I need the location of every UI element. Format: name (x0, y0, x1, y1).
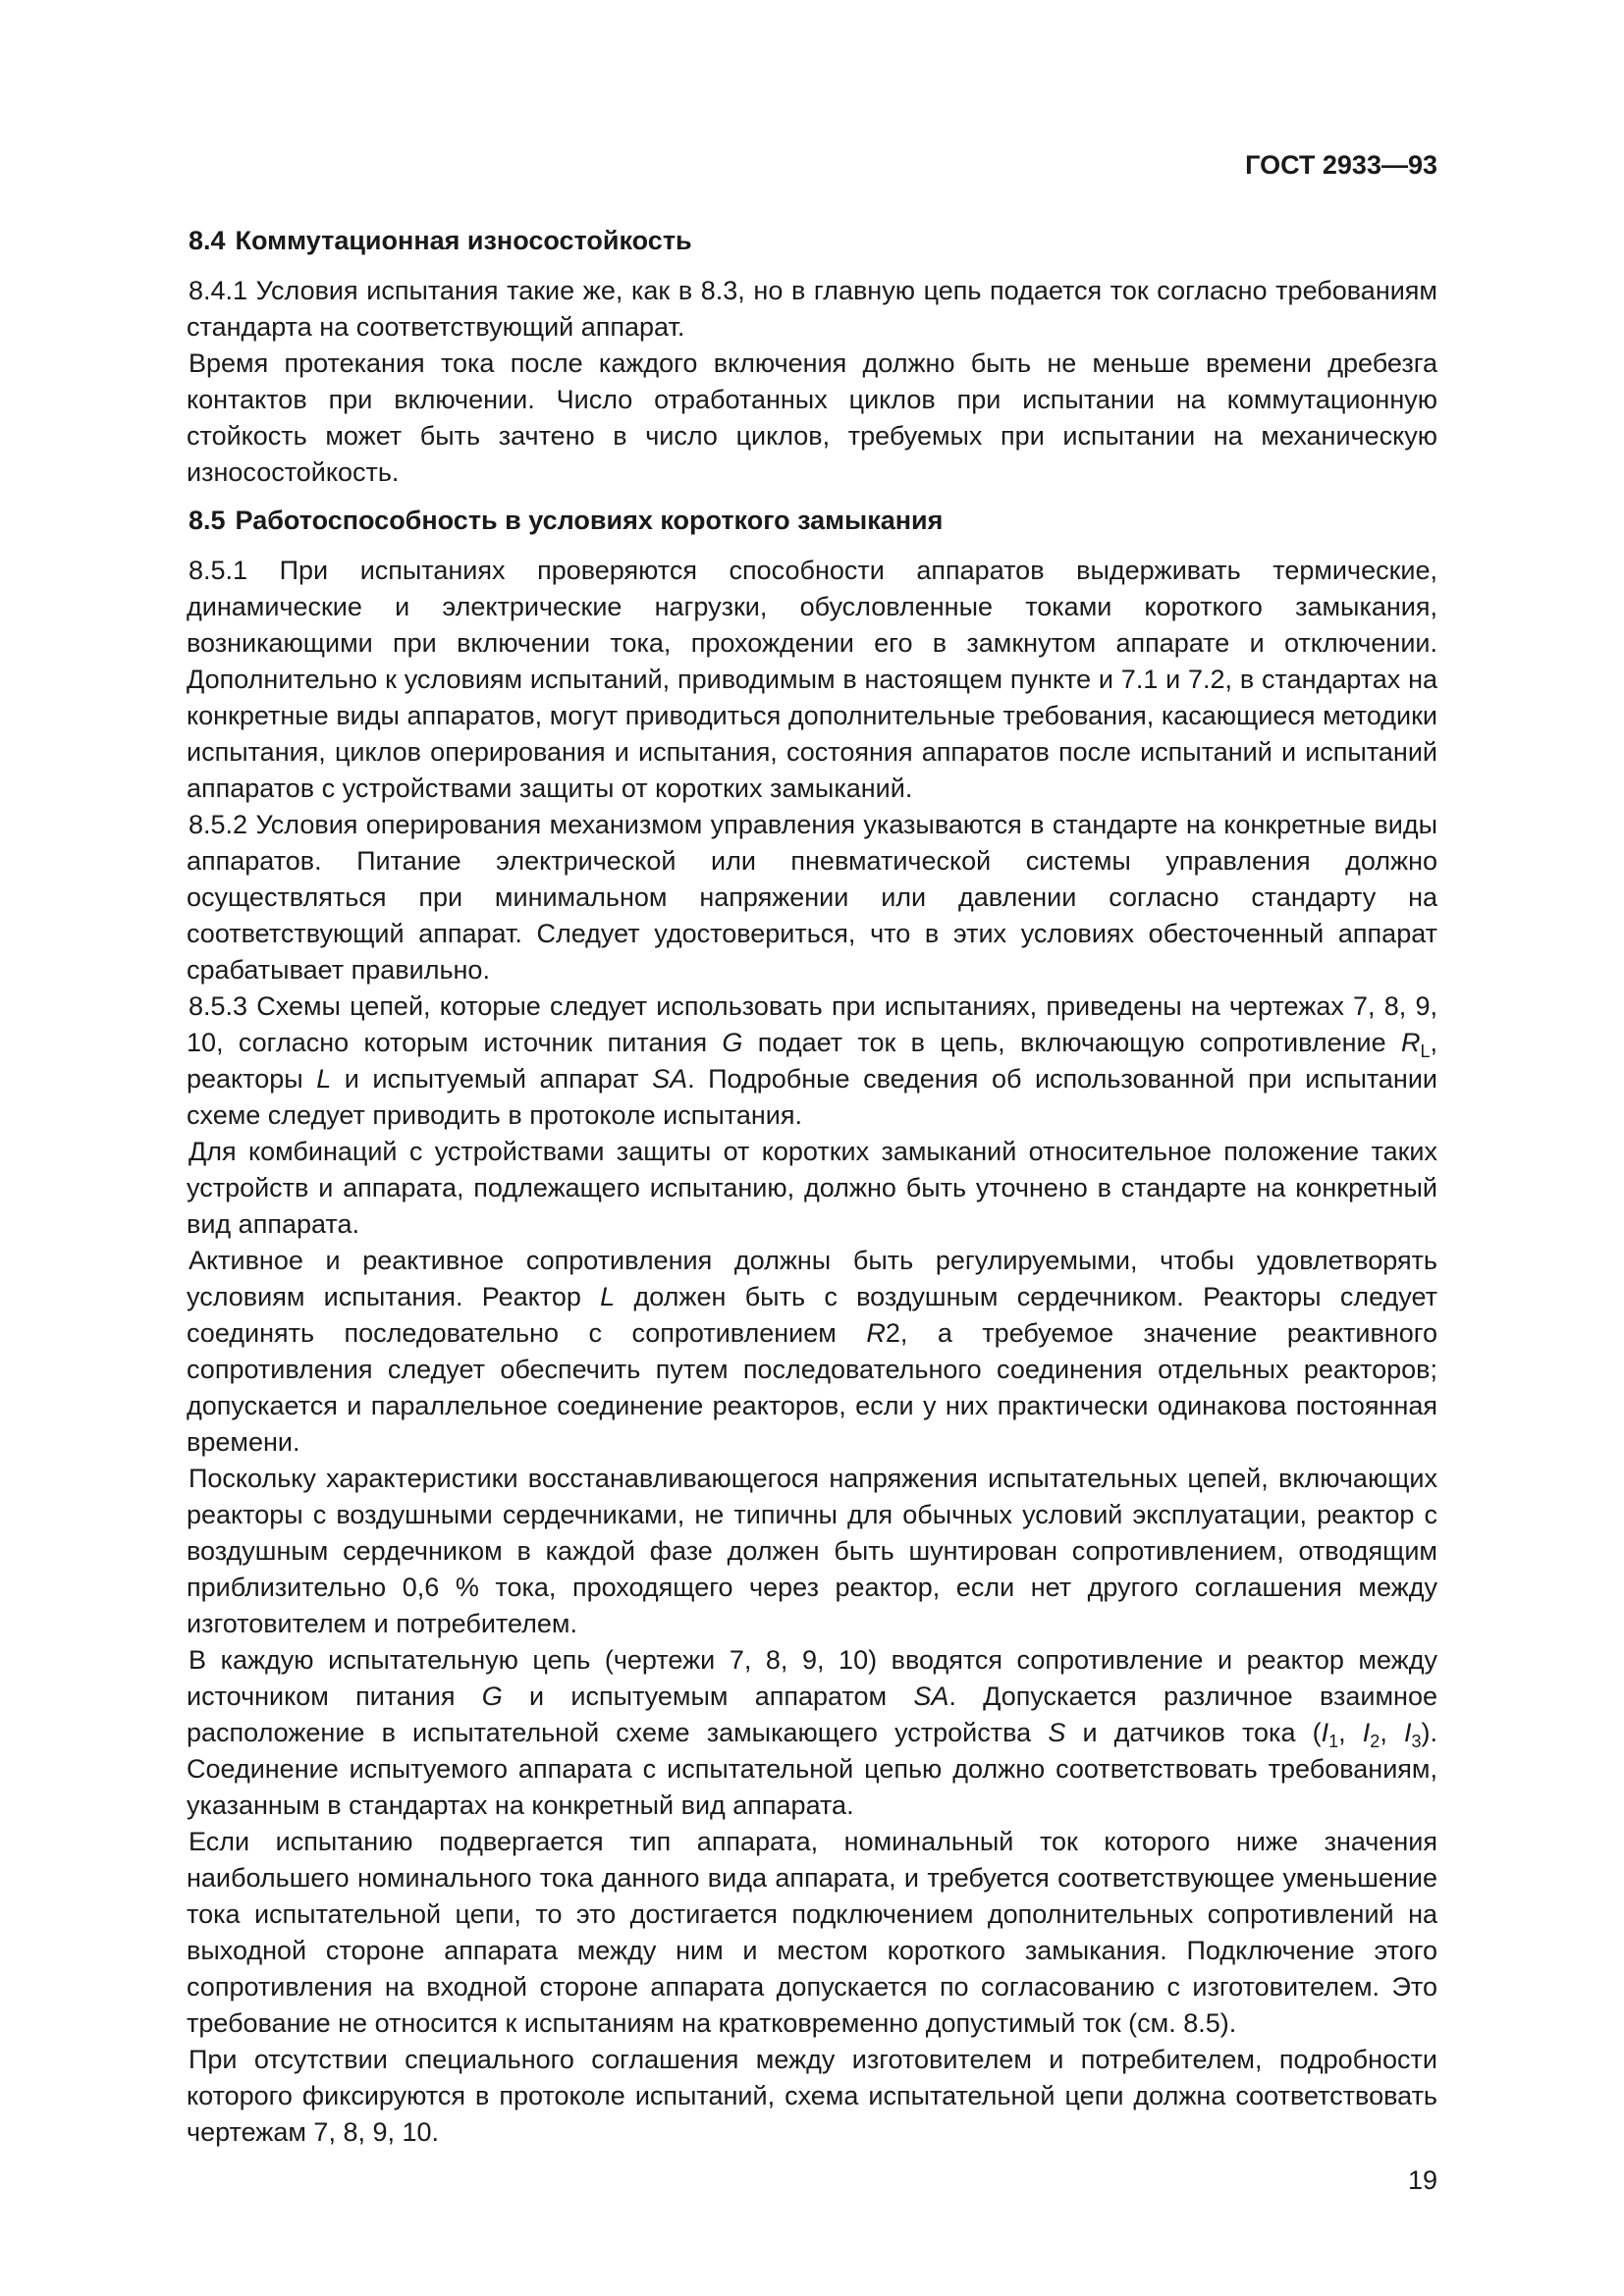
paragraph-active-reactive: Активное и реактивное сопротивления должны быть регулируемыми, чтобы удовлетворять условиям испытания. Реактор L должен быть с воздушным сердечником. Реакторы следует соединять последовательно с сопротивлением R2, а требуемое значение реактивного сопротивления следует обеспечить путем последовательного соединения отдельных реакторов; допускается и параллельное соединение реакторов, если у них практически одинакова постоянная времени. (187, 1246, 1437, 1457)
page-content (187, 223, 1437, 2151)
paragraph-8-4-1: 8.4.1 Условия испытания такие же, как в 8.3, но в главную цепь подается ток согласно требованиям стандарта на соответствующий аппарат. (187, 276, 1437, 342)
section-number: 8.5 (189, 506, 226, 535)
paragraph-8-5-1: 8.5.1 При испытаниях проверяются способности аппаратов выдерживать термические, динамические и электрические нагрузки, обусловленные токами короткого замыкания, возникающими при включении тока, прохождении его в замкнутом аппарате и отключении. Дополнительно к условиям испытаний, приводимым в настоящем пункте и 7.1 и 7.2, в стандартах на конкретные виды аппаратов, могут приводиться дополнительные требования, касающиеся методики испытания, циклов оперирования и испытания, состояния аппаратов после испытаний и испытаний аппаратов с устройствами защиты от коротких замыканий. (187, 556, 1437, 803)
section-number: 8.4 (189, 226, 226, 255)
section-title: Коммутационная износостойкость (235, 226, 692, 255)
paragraph-8-5-2: 8.5.2 Условия оперирования механизмом управления указываются в стандарте на конкретные виды аппаратов. Питание электрической или пневматической системы управления должно осуществляться при минимальном напряжении или давлении согласно стандарту на соответствующий аппарат. Следует удостовериться, что в этих условиях обесточенный аппарат срабатывает правильно. (187, 810, 1437, 985)
paragraph-reduced-current: Если испытанию подвергается тип аппарата, номинальный ток которого ниже значения наибольшего номинального тока данного вида аппарата, и требуется соответствующее уменьшение тока испытательной цепи, то это достигается подключением дополнительных сопротивлений на выходной стороне аппарата между ним и местом короткого замыкания. Подключение этого сопротивления на входной стороне аппарата допускается по согласованию с изготовителем. Это требование не относится к испытаниям на кратковременно допустимый ток (см. 8.5). (187, 1827, 1437, 2038)
paragraph-no-agreement: При отсутствии специального соглашения между изготовителем и потребителем, подробности которого фиксируются в протоколе испытаний, схема испытательной цепи должна соответствовать чертежам 7, 8, 9, 10. (187, 2045, 1437, 2147)
section-8-5-heading (187, 503, 1437, 539)
paragraph-recovery-voltage: Поскольку характеристики восстанавливающегося напряжения испытательных цепей, включающих реакторы с воздушными сердечниками, не типичны для обычных условий эксплуатации, реактор с воздушным сердечником в каждой фазе должен быть шунтирован сопротивлением, отводящим приблизительно 0,6 % тока, проходящего через реактор, если нет другого соглашения между изготовителем и потребителем. (187, 1464, 1437, 1638)
standard-header: ГОСТ 2933—93 (1245, 150, 1437, 180)
paragraph-combinations: Для комбинаций с устройствами защиты от коротких замыканий относительное положение таких устройств и аппарата, подлежащего испытанию, должно быть уточнено в стандарте на конкретный вид аппарата. (187, 1137, 1437, 1239)
section-8-4-heading (187, 223, 1437, 259)
paragraph-8-5-3: 8.5.3 Схемы цепей, которые следует использовать при испытаниях, приведены на чертежах 7, 8, 9, 10, согласно которым источник питания G подает ток в цепь, включающую сопротивление $R_L$, реакторы L и испытуемый аппарат SA. Подробные сведения об использованной при испытании схеме следует приводить в протоколе испытания. (187, 991, 1438, 1130)
page-number: 19 (1407, 2165, 1437, 2195)
paragraph-each-circuit: В каждую испытательную цепь (чертежи 7, 8, 9, 10) вводятся сопротивление и реактор между источником питания G и испытуемым аппаратом SA. Допускается различное взаимное расположение в испытательной схеме замыкающего устройства S и датчиков тока ($I_1$, $I_2$, $I_3$). Соединение испытуемого аппарата с испытательной цепью должно соответствовать требованиям, указанным в стандартах на конкретный вид аппарата. (187, 1645, 1437, 1820)
paragraph-8-4-time: Время протекания тока после каждого включения должно быть не меньше времени дребезга контактов при включении. Число отработанных циклов при испытании на коммутационную стойкость может быть зачтено в число циклов, требуемых при испытании на механическую износостойкость. (187, 348, 1437, 487)
section-title: Работоспособность в условиях короткого замыкания (235, 506, 944, 535)
